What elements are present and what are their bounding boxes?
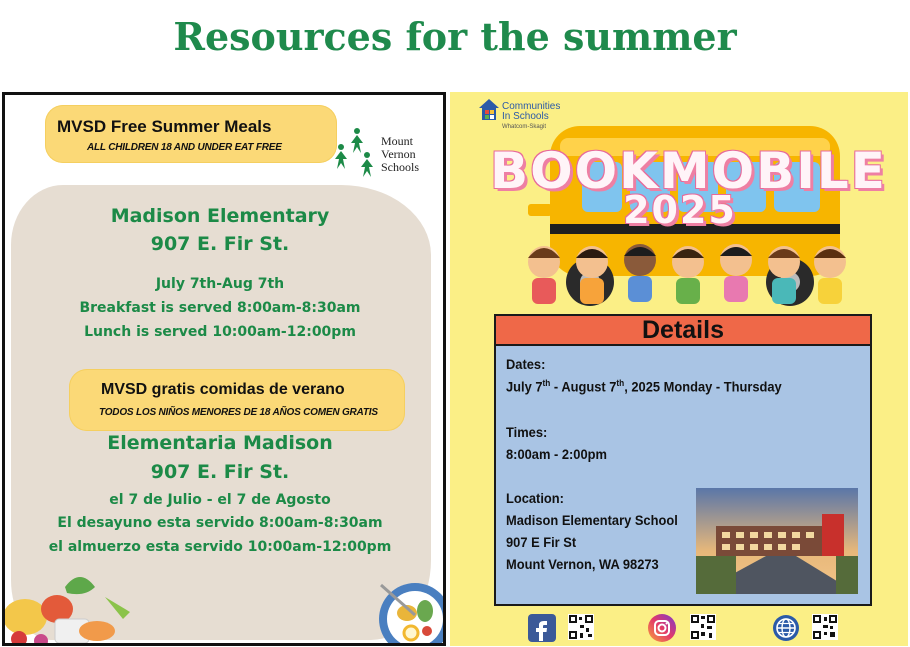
address-en: 907 E. Fir St. — [150, 233, 290, 255]
dates-en: July 7th-Aug 7th — [155, 276, 285, 292]
globe-icon[interactable] — [772, 614, 800, 642]
cis-logo-region: Whatcom-Skagit — [502, 124, 547, 130]
details-heading: Details — [496, 316, 870, 346]
bookmobile-title: BOOKMOBILE — [490, 142, 887, 200]
children-illustration-icon — [522, 232, 852, 312]
instagram-icon[interactable] — [648, 614, 676, 642]
times-value: 8:00am - 2:00pm — [506, 446, 607, 462]
mvs-logo-line2: Vernon — [381, 147, 416, 161]
lunch-es: el almuerzo esta servido 10:00am-12:00pm — [48, 539, 392, 555]
lunch-en: Lunch is served 10:00am-12:00pm — [84, 324, 356, 340]
school-name-en: Madison Elementary — [110, 205, 330, 227]
spanish-banner — [69, 369, 405, 431]
dates-value-ordinal1: th — [542, 378, 551, 388]
dates-es: el 7 de Julio - el 7 de Agosto — [109, 492, 331, 508]
address-es: 907 E. Fir St. — [150, 461, 290, 483]
spanish-banner-title: MVSD gratis comidas de verano — [101, 381, 345, 398]
dates-value-end: , 2025 Monday - Thursday — [624, 378, 782, 395]
location-line2: 907 E Fir St — [506, 534, 577, 550]
cis-logo-line2: In Schools — [502, 111, 549, 122]
school-name-es: Elementaria Madison — [107, 432, 333, 454]
english-banner-title: MVSD Free Summer Meals — [57, 117, 272, 136]
dates-value-middle: - August 7 — [550, 378, 617, 395]
dates-label: Dates: — [506, 356, 546, 372]
location-label: Location: — [506, 490, 564, 506]
food-illustration-icon — [5, 557, 135, 646]
mount-vernon-schools-logo — [333, 125, 443, 185]
location-line3: Mount Vernon, WA 98273 — [506, 556, 659, 572]
instagram-qr-icon — [690, 614, 716, 640]
dates-value-start: July 7 — [506, 378, 543, 395]
breakfast-en: Breakfast is served 8:00am-8:30am — [79, 300, 361, 316]
summer-meals-flyer — [2, 92, 446, 646]
english-banner — [45, 105, 337, 163]
dates-value-ordinal2: th — [616, 378, 625, 388]
cis-house-icon — [478, 98, 500, 124]
bookmobile-year: 2025 — [623, 188, 737, 232]
details-panel — [494, 314, 872, 606]
salad-plate-icon — [371, 575, 446, 646]
english-banner-subtitle: ALL CHILDREN 18 AND UNDER EAT FREE — [87, 142, 282, 153]
location-line1: Madison Elementary School — [506, 512, 678, 528]
website-qr-icon — [812, 614, 838, 640]
mvs-logo-line1: Mount — [381, 134, 414, 148]
mvs-logo-line3: Schools — [381, 160, 420, 174]
dates-value — [506, 378, 782, 395]
breakfast-es: El desayuno esta servido 8:00am-8:30am — [57, 515, 383, 531]
facebook-qr-icon — [568, 614, 594, 640]
page-title: Resources for the summer — [173, 14, 737, 59]
times-label: Times: — [506, 424, 548, 440]
facebook-icon[interactable] — [528, 614, 556, 642]
cis-logo-line1: Communities — [502, 101, 561, 112]
spanish-banner-subtitle: TODOS LOS NIÑOS MENORES DE 18 AÑOS COMEN GRATIS — [99, 407, 378, 418]
school-building-photo — [696, 488, 858, 594]
social-links-row — [450, 608, 908, 646]
mvs-figures-icon — [333, 125, 381, 183]
bookmobile-flyer — [450, 92, 908, 646]
mvs-logo-text — [381, 135, 419, 174]
